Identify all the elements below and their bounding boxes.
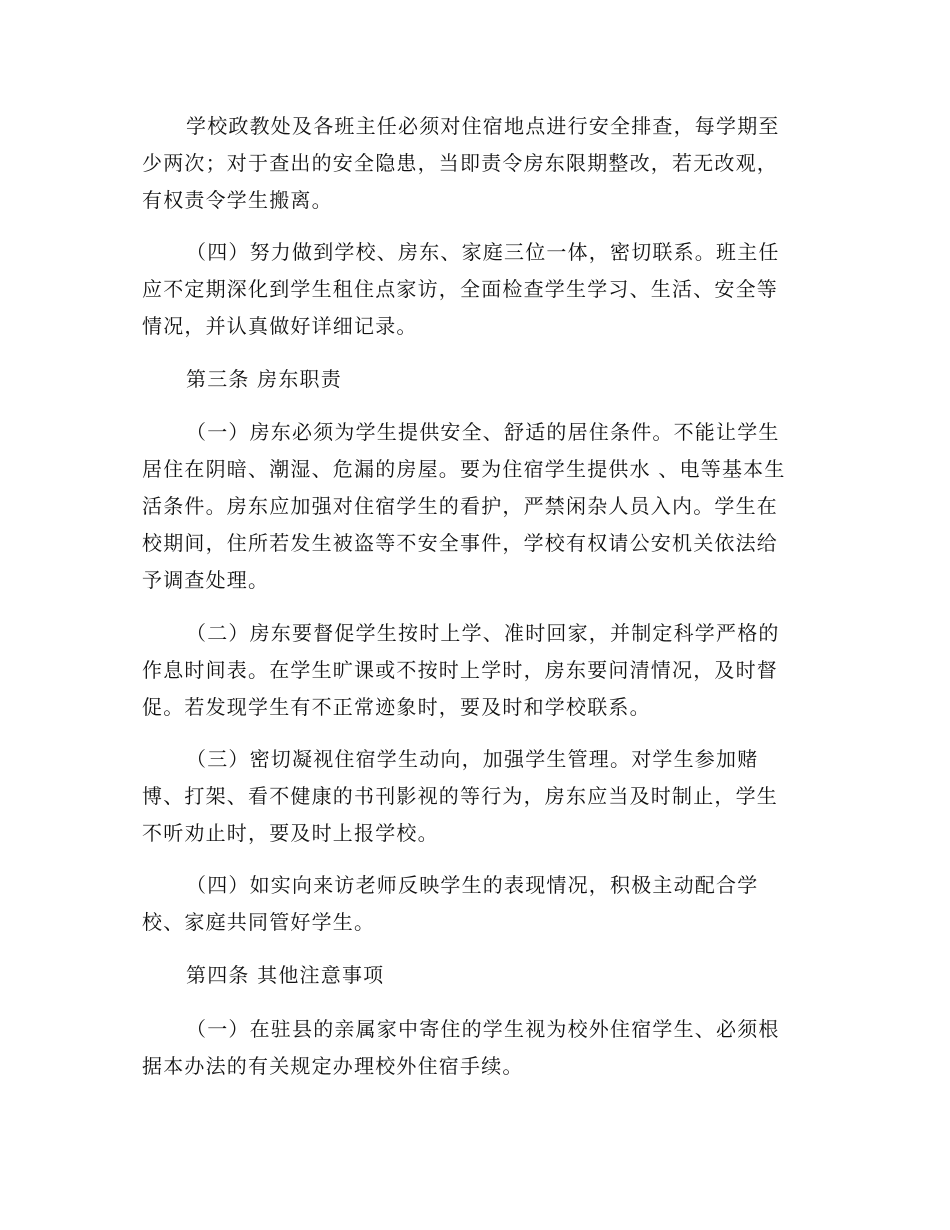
paragraph-other-item-1 [142,1011,810,1085]
text-line: （二）房东要督促学生按时上学、准时回家，并制定科学严格的 [186,621,780,645]
paragraph-item-4-cooperation [142,234,810,345]
text-line: 促。若发现学生有不正常迹象时，要及时和学校联系。 [142,695,651,719]
section-heading-article-4 [142,957,810,994]
text-line: 应不定期深化到学生租住点家访，全面检查学生学习、生活、安全等 [142,277,778,301]
text-line: （一）在驻县的亲属家中寄住的学生视为校外住宿学生、必须根 [186,1017,780,1041]
text-line: 校、家庭共同管好学生。 [142,910,376,934]
section-heading: 第三条 房东职责 [186,367,342,391]
text-line: 不听劝止时，要及时上报学校。 [142,821,439,845]
text-line: 作息时间表。在学生旷课或不按时上学时，房东要问清情况，及时督 [142,658,778,682]
text-line: （三）密切凝视住宿学生动向，加强学生管理。对学生参加赌 [186,747,759,771]
text-line: （一）房东必须为学生提供安全、舒适的居住条件。不能让学生 [186,420,780,444]
paragraph-inspection [142,108,810,219]
section-heading: 第四条 其他注意事项 [186,963,385,987]
section-heading-article-3 [142,361,810,398]
text-line: （四）如实向来访老师反映学生的表现情况，积极主动配合学 [186,873,759,897]
text-line: 活条件。房东应加强对住宿学生的看护，严禁闲杂人员入内。学生在 [142,494,778,518]
text-line: 学校政教处及各班主任必须对住宿地点进行安全排查，每学期至 [186,114,780,138]
paragraph-landlord-item-3 [142,741,810,852]
text-line: 予调查处理。 [142,568,270,592]
text-line: 校期间，住所若发生被盗等不安全事件，学校有权请公安机关依法给 [142,531,778,555]
text-line: 有权责令学生搬离。 [142,188,333,212]
paragraph-landlord-item-1 [142,414,810,599]
text-line: 居住在阴暗、潮湿、危漏的房屋。要为住宿学生提供水 、电等基本生 [142,457,786,481]
text-line: 据本办法的有关规定办理校外住宿手续。 [142,1054,524,1078]
paragraph-landlord-item-2 [142,615,810,726]
paragraph-landlord-item-4 [142,867,810,941]
text-line: 博、打架、看不健康的书刊影视的等行为，房东应当及时制止，学生 [142,784,778,808]
text-line: （四）努力做到学校、房东、家庭三位一体，密切联系。班主任 [186,240,780,264]
text-line: 少两次；对于查出的安全隐患，当即责令房东限期整改，若无改观， [142,151,778,175]
text-line: 情况，并认真做好详细记录。 [142,314,418,338]
